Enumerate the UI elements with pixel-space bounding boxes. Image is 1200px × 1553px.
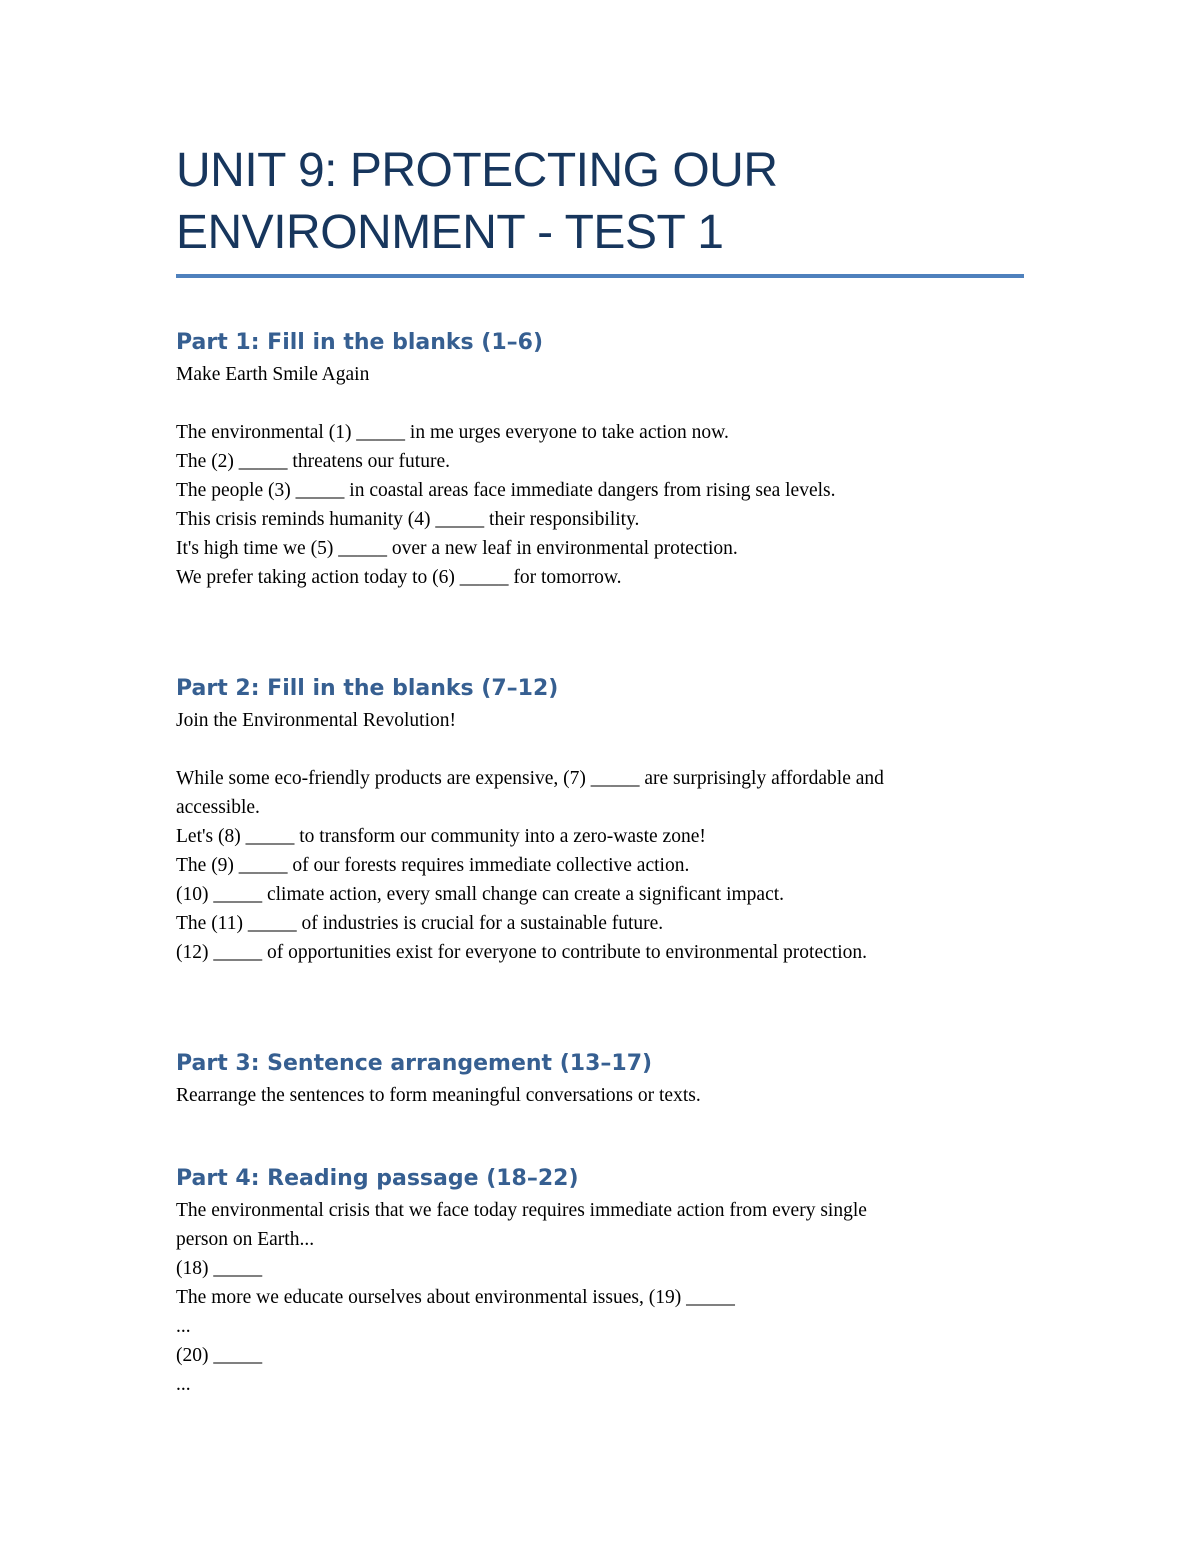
part-2-section <box>176 674 1024 967</box>
part-2-line: Let's (8) _____ to transform our community into a zero-waste zone! <box>176 826 706 847</box>
part-1-line: This crisis reminds humanity (4) _____ their responsibility. <box>176 509 640 530</box>
part-4-line: (18) _____ <box>176 1258 263 1279</box>
part-4-heading: Part 4: Reading passage (18–22) <box>176 1166 579 1191</box>
part-4-line: The more we educate ourselves about environmental issues, (19) _____ <box>176 1287 735 1308</box>
title-underline <box>176 274 1024 278</box>
document-title <box>176 140 1024 264</box>
part-2-line: While some eco-friendly products are expensive, (7) _____ are surprisingly affordable and <box>176 768 884 789</box>
part-2-line: (10) _____ climate action, every small change can create a significant impact. <box>176 884 785 905</box>
part-3-heading: Part 3: Sentence arrangement (13–17) <box>176 1051 653 1076</box>
part-1-line: We prefer taking action today to (6) _____ for tomorrow. <box>176 567 622 588</box>
part-2-line: (12) _____ of opportunities exist for everyone to contribute to environmental protection. <box>176 942 867 963</box>
part-3-section <box>176 1049 1024 1110</box>
part-3-subtitle: Rearrange the sentences to form meaningful conversations or texts. <box>176 1085 701 1106</box>
part-4-line: The environmental crisis that we face today requires immediate action from every single <box>176 1200 867 1221</box>
part-1-heading: Part 1: Fill in the blanks (1–6) <box>176 330 544 355</box>
part-1-line: The environmental (1) _____ in me urges everyone to take action now. <box>176 422 729 443</box>
part-1-line: The people (3) _____ in coastal areas face immediate dangers from rising sea levels. <box>176 480 836 501</box>
part-4-line: ... <box>176 1374 191 1395</box>
part-4-section <box>176 1164 1024 1399</box>
part-2-subtitle: Join the Environmental Revolution! <box>176 710 456 731</box>
title-line-2: ENVIRONMENT - TEST 1 <box>176 206 724 259</box>
part-1-subtitle: Make Earth Smile Again <box>176 364 370 385</box>
part-4-line: person on Earth... <box>176 1229 315 1250</box>
part-1-line: It's high time we (5) _____ over a new leaf in environmental protection. <box>176 538 738 559</box>
part-2-line: The (11) _____ of industries is crucial for a sustainable future. <box>176 913 664 934</box>
part-1-line: The (2) _____ threatens our future. <box>176 451 450 472</box>
part-2-heading: Part 2: Fill in the blanks (7–12) <box>176 676 559 701</box>
part-4-line: ... <box>176 1316 191 1337</box>
document-page <box>176 140 1024 1399</box>
part-2-line: The (9) _____ of our forests requires immediate collective action. <box>176 855 690 876</box>
part-2-line: accessible. <box>176 797 260 818</box>
part-1-section <box>176 328 1024 592</box>
title-line-1: UNIT 9: PROTECTING OUR <box>176 144 778 197</box>
part-4-line: (20) _____ <box>176 1345 263 1366</box>
